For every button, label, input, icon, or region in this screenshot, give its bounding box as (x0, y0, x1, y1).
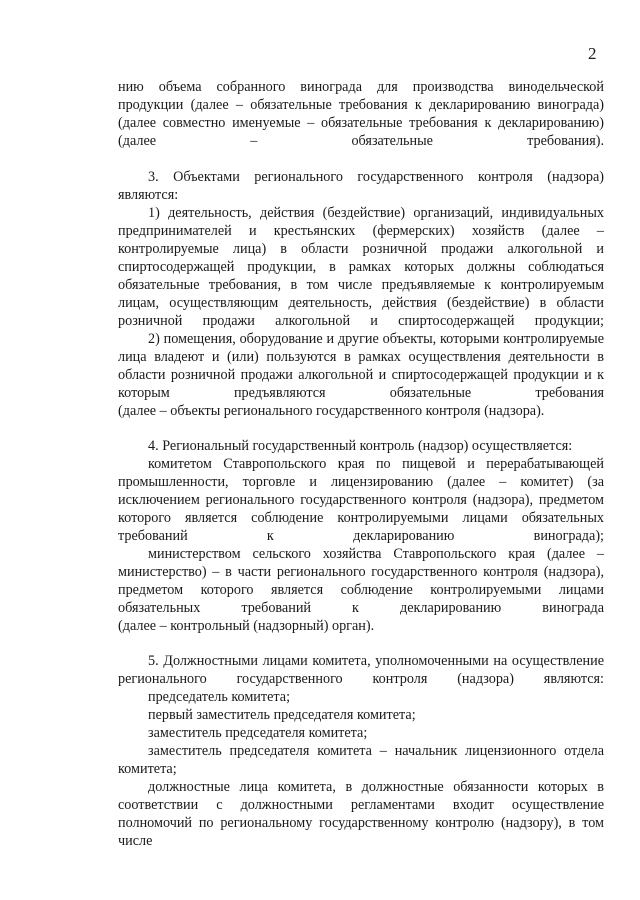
paragraph-4-definition: (далее – контрольный (надзорный) орган). (118, 618, 375, 634)
paragraph-4-heading: 4. Региональный государственный контроль (надзор) осуществляется: (148, 438, 573, 454)
paragraph-4-item-ministry: министерством сельского хозяйства Ставропольского края (далее – министерство) – в части регионального государственного контроля (надзора), предметом которого является соблюдение контролируемыми лицами обязательных требований к декларированию винограда (118, 546, 604, 616)
paragraph-3-item-1: 1) деятельность, действия (бездействие) организаций, индивидуальных предпринимателей и крестьянских (фермерских) хозяйств (далее – контролируемые лица) в области розничной продажи алкогольной и спиртосодержащей продукции, в рамках которых должны соблюдаться обязательные требования, в том числе предъявляемые к контролируемым лицам, осуществляющим деятельность, действия (бездействие) в области розничной продажи алкогольной и спиртосодержащей продукции; (118, 205, 604, 329)
paragraph-4-item-committee: комитетом Ставропольского края по пищевой и перерабатывающей промышленности, торговле и лицензированию (далее – комитет) (за исключением регионального государственного контроля (надзора), предметом которого является соблюдение контролируемыми лицами обязательных требований к декларированию винограда); (118, 456, 604, 544)
paragraph-continuation: нию объема собранного винограда для производства винодельческой продукции (далее – обязательные требования к декларированию винограда) (далее совместно именуемые – обязательные требования к декларированию) (далее – обязательные требования). (118, 79, 604, 149)
official-list-item: заместитель председателя комитета – начальник лицензионного отдела комитета; (118, 743, 604, 777)
official-list-item: заместитель председателя комитета; (148, 725, 368, 741)
document-body (118, 78, 604, 850)
official-list-item: председатель комитета; (148, 689, 291, 705)
paragraph-3-heading: 3. Объектами регионального государственного контроля (надзора) являются: (118, 169, 604, 203)
page-number: 2 (588, 44, 597, 63)
official-list-item: первый заместитель председателя комитета; (148, 707, 416, 723)
paragraph-3-item-2: 2) помещения, оборудование и другие объекты, которыми контролируемые лица владеют и (или) пользуются в рамках осуществления деятельности в области розничной продажи алкогольной и спиртосодержащей продукции и к которым предъявляются обязательные требования (118, 331, 604, 401)
paragraph-3-definition: (далее – объекты регионального государственного контроля (надзора). (118, 403, 545, 419)
paragraph-5-heading: 5. Должностными лицами комитета, уполномоченными на осуществление регионального государственного контроля (надзора) являются: (118, 653, 604, 687)
official-list-item: должностные лица комитета, в должностные обязанности которых в соответствии с должностными регламентами входит осуществление полномочий по региональному государственному контролю (надзору), в том числе (118, 779, 604, 849)
